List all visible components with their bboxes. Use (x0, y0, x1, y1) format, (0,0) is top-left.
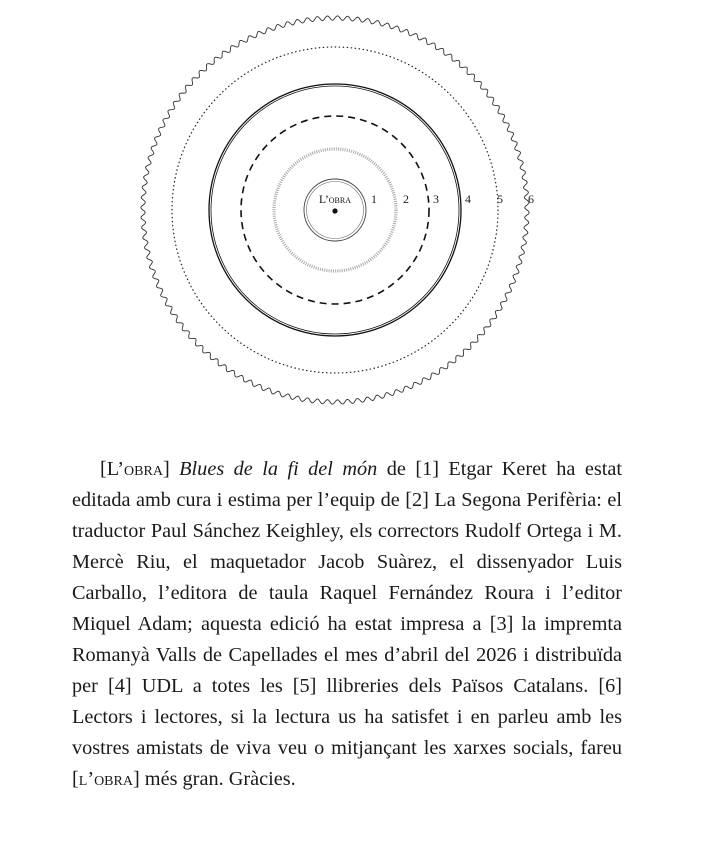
ring-label-1: 1 (371, 192, 377, 206)
colophon-paragraph (72, 454, 622, 795)
ring-label-6: 6 (528, 192, 534, 206)
ring-label-4: 4 (465, 192, 471, 206)
ring-label-3: 3 (433, 192, 439, 206)
ring-label-2: 2 (403, 192, 409, 206)
book-title: Blues de la fi del món (179, 458, 378, 480)
obra-label-2: l’obra (78, 768, 133, 790)
center-label: L’obra (318, 194, 352, 206)
center-dot (332, 208, 337, 213)
colophon-body: de [1] Etgar Keret ha estat editada amb cura i estima per l’equip de [2] La Segona Perifèria: el traductor Paul Sánchez Keighley, els correctors Rudolf Ortega i M. Mercè Riu, el maquetador Jacob Suàrez, el dissenyador Luis Carballo, l’editora de taula Raquel Fernández Roura i l’editor Miquel Adam; aquesta edició ha estat impresa a [3] la impremta Romanyà Valls de Capellades el mes d’abril del 2026 i distribuïda per [4] UDL a totes les [5] llibreries dels Països Catalans. [6] Lectors i lectores, si la lectura us ha satisfet i en parleu amb les vostres amistats de viva veu o mitjançant les xarxes socials, fareu (72, 458, 622, 759)
open-bracket-2: [ (72, 768, 79, 790)
obra-label: L’obra (106, 458, 163, 480)
colophon-ending: més gran. Gràcies. (139, 768, 296, 790)
close-bracket: ] (162, 458, 170, 480)
ring-label-5: 5 (497, 192, 503, 206)
open-bracket: [ (100, 458, 107, 480)
close-bracket-2: ] (132, 768, 140, 790)
